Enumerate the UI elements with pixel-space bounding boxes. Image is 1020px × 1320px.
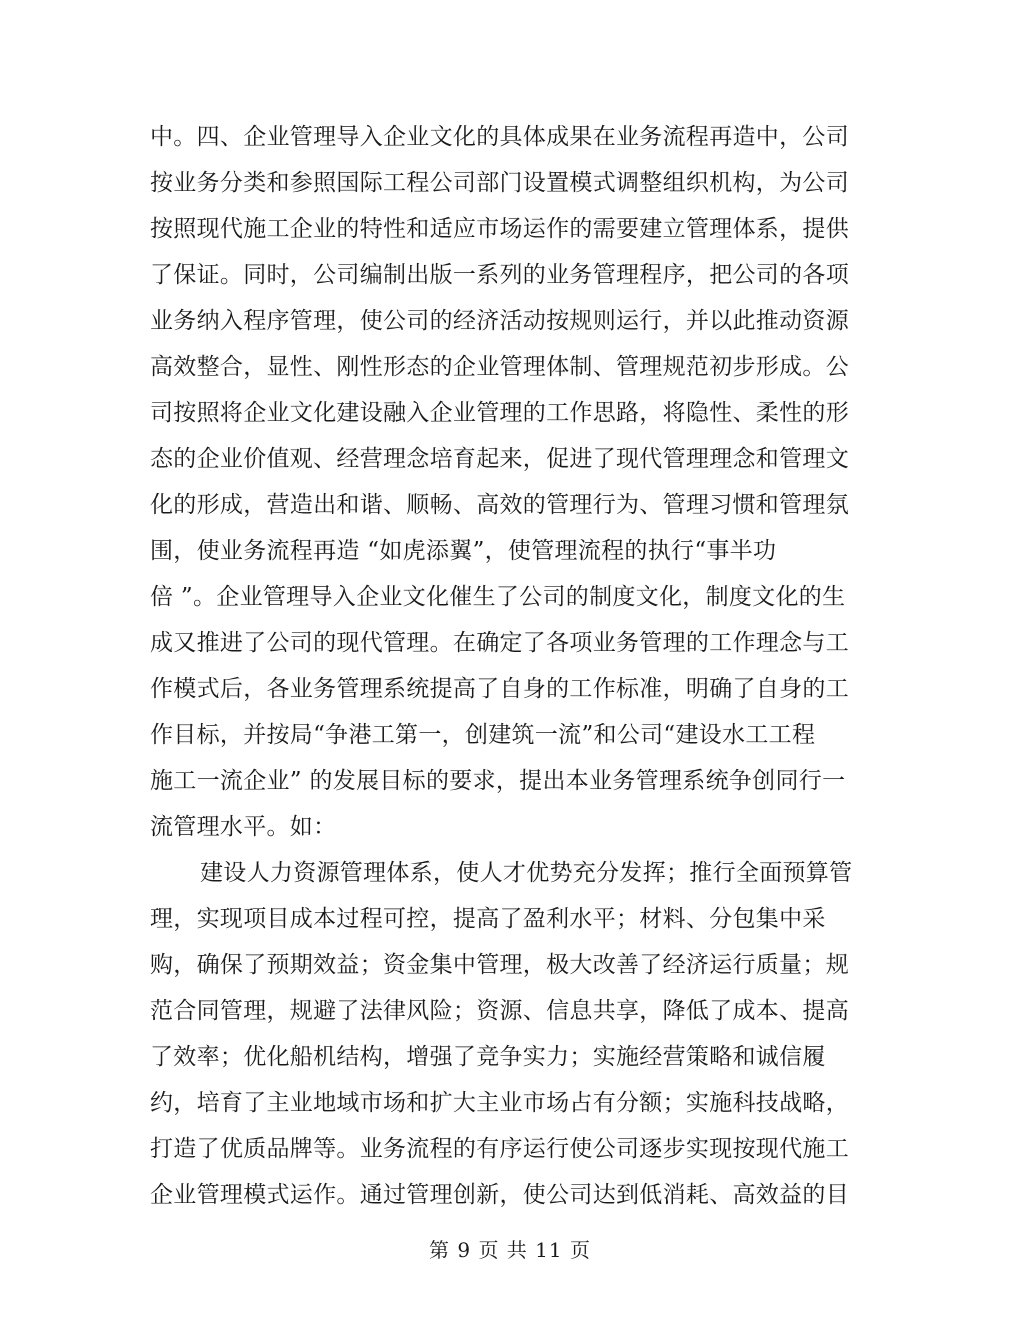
text-line: 约，培育了主业地域市场和扩大主业市场占有分额；实施科技战略， <box>150 1090 849 1116</box>
text-line: 企业管理模式运作。通过管理创新，使公司达到低消耗、高效益的目 <box>150 1182 849 1208</box>
text-line: 了保证。同时，公司编制出版一系列的业务管理程序，把公司的各项 <box>150 262 849 288</box>
text-line: 流管理水平。如： <box>150 814 337 840</box>
text-line: 了效率；优化船机结构，增强了竞争实力；实施经营策略和诚信履 <box>150 1044 826 1070</box>
text-line: 范合同管理，规避了法律风险；资源、信息共享，降低了成本、提高 <box>150 998 849 1024</box>
text-line: 按照现代施工企业的特性和适应市场运作的需要建立管理体系，提供 <box>150 216 849 242</box>
text-line: 倍 ”。企业管理导入企业文化催生了公司的制度文化，制度文化的生 <box>150 584 846 610</box>
paragraph-first-line: 建设人力资源管理体系，使人才优势充分发挥；推行全面预算管 <box>200 860 853 886</box>
text-line: 购，确保了预期效益；资金集中管理，极大改善了经济运行质量；规 <box>150 952 849 978</box>
text-line: 成又推进了公司的现代管理。在确定了各项业务管理的工作理念与工 <box>150 630 849 656</box>
text-line: 围，使业务流程再造 “如虎添翼”，使管理流程的执行“事半功 <box>150 538 777 564</box>
text-line: 化的形成，营造出和谐、顺畅、高效的管理行为、管理习惯和管理氛 <box>150 492 849 518</box>
text-line: 中。四、企业管理导入企业文化的具体成果在业务流程再造中，公司 <box>150 124 849 150</box>
page-number-footer: 第 9 页 共 11 页 <box>429 1238 591 1262</box>
text-line: 理，实现项目成本过程可控，提高了盈利水平；材料、分包集中采 <box>150 906 826 932</box>
body-text <box>150 114 870 1218</box>
text-line: 业务纳入程序管理，使公司的经济活动按规则运行，并以此推动资源 <box>150 308 849 334</box>
text-line: 施工一流企业” 的发展目标的要求，提出本业务管理系统争创同行一 <box>150 768 846 794</box>
text-line: 态的企业价值观、经营理念培育起来，促进了现代管理理念和管理文 <box>150 446 849 472</box>
text-line: 作目标，并按局“争港工第一，创建筑一流”和公司“建设水工工程 <box>150 722 816 748</box>
text-line: 高效整合，显性、刚性形态的企业管理体制、管理规范初步形成。公 <box>150 354 849 380</box>
text-line: 打造了优质品牌等。业务流程的有序运行使公司逐步实现按现代施工 <box>150 1136 849 1162</box>
text-line: 司按照将企业文化建设融入企业管理的工作思路，将隐性、柔性的形 <box>150 400 849 426</box>
text-line: 作模式后，各业务管理系统提高了自身的工作标准，明确了自身的工 <box>150 676 849 702</box>
text-line: 按业务分类和参照国际工程公司部门设置模式调整组织机构，为公司 <box>150 170 849 196</box>
